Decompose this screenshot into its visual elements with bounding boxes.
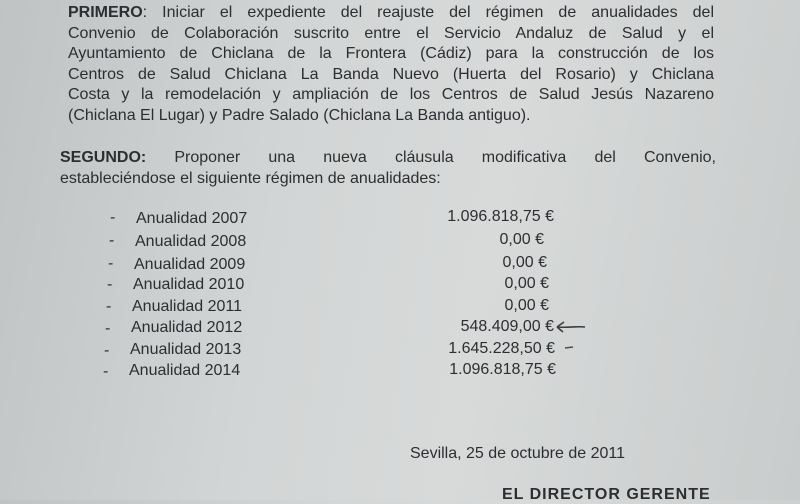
annuity-bullet: - xyxy=(103,363,109,380)
annuity-label: Anualidad 2008 xyxy=(135,233,247,250)
annuity-label: Anualidad 2010 xyxy=(133,276,245,293)
segundo-label: SEGUNDO: xyxy=(60,149,147,166)
annuity-label: Anualidad 2011 xyxy=(132,298,243,315)
annuity-amount: 548.409,00 € xyxy=(460,318,554,335)
primero-label: PRIMERO xyxy=(68,4,143,21)
annuity-amount: 0,00 € xyxy=(504,297,549,314)
segundo-line-1: SEGUNDO: Proponer una nueva cláusula modificativa del Convenio, xyxy=(60,149,716,166)
annuity-bullet: - xyxy=(109,232,115,249)
annuity-amount: 0,00 € xyxy=(504,275,549,292)
annuity-bullet: - xyxy=(110,209,116,226)
primero-paragraph xyxy=(68,3,714,126)
annuity-bullet: - xyxy=(107,276,113,293)
annuity-label: Anualidad 2012 xyxy=(131,319,243,336)
primero-line-1: PRIMERO: Iniciar el expediente del reajuste del régimen de anualidades del xyxy=(68,4,714,21)
signature-title: EL DIRECTOR GERENTE xyxy=(502,486,711,503)
segundo-line-2: estableciéndose el siguiente régimen de anualidades: xyxy=(60,169,441,187)
annuity-bullet: - xyxy=(105,320,111,337)
handwritten-arrow-icon xyxy=(553,317,587,335)
annuity-amount: 1.645.228,50 € xyxy=(448,340,555,357)
primero-line-2: Convenio de Colaboración suscrito entre el Servicio Andaluz de Salud y el xyxy=(68,24,714,42)
annuity-label: Anualidad 2007 xyxy=(136,210,248,227)
handwritten-tick-icon xyxy=(563,342,577,352)
annuity-amount: 1.096.818,75 € xyxy=(447,208,554,225)
annuity-amount: 0,00 € xyxy=(502,254,547,271)
primero-line-4: Centros de Salud Chiclana La Banda Nuevo (Huerta del Rosario) y Chiclana xyxy=(68,65,714,83)
primero-line-3: Ayuntamiento de Chiclana de la Frontera (Cádiz) para la construcción de los xyxy=(68,45,714,62)
annuity-label: Anualidad 2009 xyxy=(134,256,246,273)
annuity-amount: 0,00 € xyxy=(499,231,544,248)
annuity-label: Anualidad 2014 xyxy=(129,362,241,379)
annuity-bullet: - xyxy=(106,298,112,315)
annuity-label: Anualidad 2013 xyxy=(130,341,242,358)
primero-line-6: (Chiclana El Lugar) y Padre Salado (Chiclana La Banda antiguo). xyxy=(68,106,531,124)
annuity-bullet: - xyxy=(108,255,114,272)
annuity-amount: 1.096.818,75 € xyxy=(449,361,556,378)
date-line: Sevilla, 25 de octubre de 2011 xyxy=(410,445,625,462)
segundo-paragraph xyxy=(60,148,716,189)
primero-line-5: Costa y la remodelación y ampliación de los Centros de Salud Jesús Nazareno xyxy=(68,86,714,103)
annuity-bullet: - xyxy=(104,342,110,359)
